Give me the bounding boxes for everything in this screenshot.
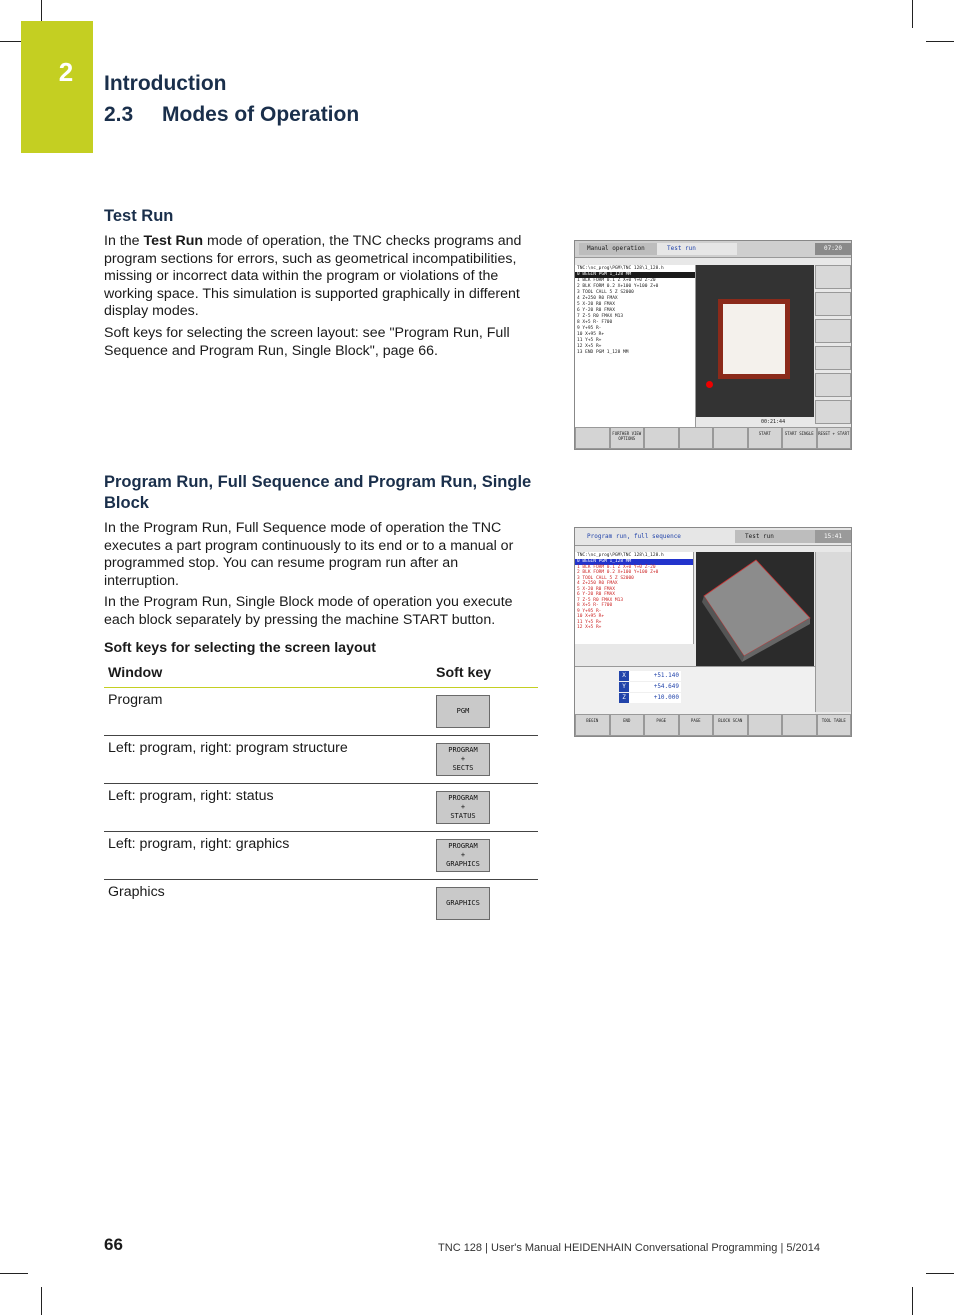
program-line[interactable]: 3 TOOL CALL 5 Z S2000 bbox=[577, 575, 634, 581]
section-number: 2.3 bbox=[104, 103, 134, 126]
crop-mark bbox=[912, 0, 913, 28]
program-line[interactable]: 2 BLK FORM 0.2 X+100 Y+100 Z+0 bbox=[577, 284, 659, 289]
test-run-heading: Test Run bbox=[104, 207, 174, 225]
screen-softkey[interactable]: END bbox=[610, 714, 645, 736]
screen-softkey[interactable] bbox=[748, 714, 783, 736]
chapter-tab bbox=[21, 21, 93, 153]
program-line[interactable]: 11 Y+5 R+ bbox=[577, 619, 602, 625]
softkey-label: PGM bbox=[456, 707, 470, 715]
side-softkey[interactable] bbox=[815, 346, 851, 370]
softkey-row bbox=[575, 427, 851, 449]
program-line[interactable]: 13 END PGM 1_128 MM bbox=[577, 350, 629, 355]
program-line[interactable]: 5 X-20 R0 FMAX bbox=[577, 302, 615, 307]
program-line[interactable]: 12 X+5 R+ bbox=[577, 344, 602, 349]
softkey-cell bbox=[432, 688, 538, 736]
softkey-label: + bbox=[460, 851, 466, 859]
program-run-screenshot bbox=[574, 527, 852, 737]
program-line[interactable]: 4 Z+250 R0 FMAX bbox=[577, 581, 618, 586]
crop-mark bbox=[0, 1273, 28, 1274]
program-line[interactable]: 2 BLK FORM 0.2 X+100 Y+100 Z+0 bbox=[577, 570, 659, 575]
table-row bbox=[104, 880, 538, 928]
softkey-table bbox=[104, 661, 538, 927]
softkey-button[interactable] bbox=[436, 695, 490, 728]
screen-softkey[interactable]: RESET + START bbox=[817, 427, 852, 449]
table-row bbox=[104, 832, 538, 880]
program-line[interactable]: 0 BEGIN PGM 1_128 MM bbox=[575, 559, 693, 565]
axis-label: X bbox=[619, 671, 629, 681]
crop-mark bbox=[926, 41, 954, 42]
screen-softkey[interactable] bbox=[644, 427, 679, 449]
program-line[interactable]: 8 X+5 R- F700 bbox=[577, 603, 613, 608]
axis-row bbox=[619, 682, 681, 692]
side-softkey[interactable] bbox=[815, 373, 851, 397]
window-cell: Program bbox=[104, 688, 432, 736]
program-lines bbox=[575, 559, 693, 631]
crop-mark bbox=[41, 1287, 42, 1315]
program-path: TNC:\nc_prog\PGM\TNC 128\1_128.h bbox=[577, 553, 664, 558]
screen-softkey[interactable] bbox=[575, 427, 610, 449]
workpiece-3d-graphic bbox=[696, 552, 814, 666]
screen-tab-test: Test run bbox=[657, 243, 737, 255]
program-line[interactable]: 0 BEGIN PGM 1_128 MM bbox=[575, 272, 695, 278]
workpiece-frame bbox=[718, 299, 790, 379]
axis-label: Y bbox=[619, 682, 629, 692]
axis-row bbox=[619, 671, 681, 681]
section-name: Modes of Operation bbox=[162, 103, 360, 126]
side-softkey[interactable] bbox=[815, 400, 851, 424]
program-window bbox=[575, 552, 694, 644]
program-line[interactable]: 11 Y+5 R+ bbox=[577, 338, 602, 343]
axis-row bbox=[619, 693, 681, 703]
softkey-button[interactable] bbox=[436, 839, 490, 872]
softkey-side-column bbox=[815, 265, 851, 421]
screen-softkey[interactable] bbox=[679, 427, 714, 449]
p1-pre: In the bbox=[104, 233, 144, 249]
p1-bold: Test Run bbox=[143, 233, 204, 249]
program-line[interactable]: 3 TOOL CALL 5 Z S2000 bbox=[577, 290, 634, 295]
test-run-paragraph-1 bbox=[104, 233, 538, 321]
table-row bbox=[104, 688, 538, 736]
axis-value: +51.140 bbox=[629, 671, 681, 681]
tool-position-marker bbox=[706, 381, 713, 388]
screen-softkey[interactable]: BEGIN bbox=[575, 714, 610, 736]
table-header-row bbox=[104, 661, 538, 688]
program-line[interactable]: 10 X+95 R+ bbox=[577, 332, 605, 337]
softkey-table-body bbox=[104, 688, 538, 928]
softkey-side-column bbox=[815, 552, 852, 712]
table-row bbox=[104, 784, 538, 832]
p1-post: mode of operation, the TNC checks programs and program sections for errors, such as geometrical incompatibilities, missing or incorrect data within the program or violations of the working space. This simulation is supported graphically in different display modes. bbox=[104, 233, 522, 320]
axis-value: +54.649 bbox=[629, 682, 681, 692]
footer-text: TNC 128 | User's Manual HEIDENHAIN Conversational Programming | 5/2014 bbox=[438, 1242, 820, 1254]
test-run-paragraph-2: Soft keys for selecting the screen layout: see "Program Run, Full Sequence and Program Run, Single Block", page 66. bbox=[104, 325, 510, 359]
side-softkey[interactable] bbox=[815, 319, 851, 343]
softkey-cell bbox=[432, 736, 538, 784]
program-path: TNC:\nc_prog\PGM\TNC 128\1_128.h bbox=[577, 266, 664, 271]
graphics-window bbox=[696, 265, 814, 417]
screen-softkey[interactable]: BLOCK SCAN bbox=[713, 714, 748, 736]
screen-softkey[interactable] bbox=[713, 427, 748, 449]
window-cell: Left: program, right: status bbox=[104, 784, 432, 832]
screen-softkey[interactable]: TOOL TABLE bbox=[817, 714, 852, 736]
softkey-button[interactable] bbox=[436, 743, 490, 776]
softkey-label: PROGRAM bbox=[448, 794, 478, 802]
screen-softkey[interactable] bbox=[782, 714, 817, 736]
program-line[interactable]: 6 Y-20 R0 FMAX bbox=[577, 592, 615, 597]
screen-clock: 07:20 bbox=[815, 243, 851, 255]
page-number: 66 bbox=[104, 1235, 123, 1254]
graphics-window bbox=[696, 552, 814, 666]
test-run-screenshot bbox=[574, 240, 852, 450]
softkey-cell bbox=[432, 784, 538, 832]
axis-readouts bbox=[619, 671, 681, 704]
softkey-label: GRAPHICS bbox=[446, 899, 480, 907]
softkey-table-heading: Soft keys for selecting the screen layout bbox=[104, 640, 377, 656]
crop-mark bbox=[912, 1287, 913, 1315]
program-run-paragraph-1: In the Program Run, Full Sequence mode of operation the TNC executes a part program continuously to its end or to a manual or programmed stop. You can resume program run after an interruption. bbox=[104, 520, 514, 589]
col-window-header: Window bbox=[104, 661, 432, 688]
softkey-label: GRAPHICS bbox=[446, 860, 480, 868]
chapter-title: Introduction bbox=[104, 72, 227, 95]
program-line[interactable]: 7 Z-5 R0 FMAX M13 bbox=[577, 597, 624, 603]
program-lines bbox=[575, 272, 695, 356]
screen-softkey[interactable]: PAGE bbox=[679, 714, 714, 736]
softkey-label: PROGRAM bbox=[448, 842, 478, 850]
side-softkey[interactable] bbox=[815, 292, 851, 316]
workpiece-inner bbox=[723, 304, 785, 374]
window-cell: Left: program, right: program structure bbox=[104, 736, 432, 784]
table-row bbox=[104, 736, 538, 784]
screen-clock: 15:41 bbox=[815, 530, 851, 543]
screen-softkey[interactable]: START SINGLE bbox=[782, 427, 817, 449]
program-line[interactable]: 1 BLK FORM 0.1 Z X+0 Y+0 Z-20 bbox=[577, 564, 656, 570]
softkey-label: + bbox=[460, 755, 466, 763]
softkey-button[interactable] bbox=[436, 791, 490, 824]
chapter-number: 2 bbox=[58, 57, 74, 87]
screen-status-time: 00:21:44 bbox=[761, 419, 786, 425]
softkey-label: + bbox=[460, 803, 466, 811]
softkey-label: PROGRAM bbox=[448, 746, 478, 754]
program-line[interactable]: 9 Y+95 R- bbox=[577, 608, 602, 614]
crop-mark bbox=[0, 41, 21, 42]
softkey-row bbox=[575, 714, 851, 736]
program-line[interactable]: 4 Z+250 R0 FMAX bbox=[577, 296, 618, 301]
section-title bbox=[104, 103, 359, 127]
softkey-button[interactable] bbox=[436, 887, 490, 920]
softkey-cell bbox=[432, 832, 538, 880]
program-run-heading: Program Run, Full Sequence and Program Run, Single Block bbox=[104, 473, 532, 512]
screen-softkey[interactable]: FURTHER VIEW OPTIONS bbox=[610, 427, 645, 449]
program-line[interactable]: 12 X+5 R+ bbox=[577, 625, 602, 630]
col-softkey-header: Soft key bbox=[432, 661, 538, 688]
axis-value: +10.000 bbox=[629, 693, 681, 703]
program-line[interactable]: 7 Z-5 R0 FMAX M13 bbox=[577, 314, 624, 319]
program-line[interactable]: 8 X+5 R- F700 bbox=[577, 320, 613, 325]
screen-softkey[interactable]: START bbox=[748, 427, 783, 449]
side-softkey[interactable] bbox=[815, 265, 851, 289]
softkey-cell bbox=[432, 880, 538, 928]
position-display bbox=[575, 666, 815, 715]
window-cell: Graphics bbox=[108, 884, 165, 900]
program-line[interactable]: 1 BLK FORM 0.1 Z X+0 Y+0 Z-20 bbox=[577, 278, 656, 283]
softkey-label: STATUS bbox=[450, 812, 476, 820]
screen-tab-test: Test run bbox=[735, 530, 815, 543]
screen-softkey[interactable]: PAGE bbox=[644, 714, 679, 736]
window-cell: Left: program, right: graphics bbox=[104, 832, 432, 880]
program-window bbox=[575, 265, 696, 427]
program-line[interactable]: 6 Y-20 R0 FMAX bbox=[577, 308, 615, 313]
program-line[interactable]: 9 Y+95 R- bbox=[577, 326, 602, 331]
crop-mark bbox=[41, 0, 42, 21]
program-line[interactable]: 10 X+95 R+ bbox=[577, 614, 605, 619]
softkey-label: SECTS bbox=[452, 764, 474, 772]
screen-tab-manual: Manual operation bbox=[579, 243, 661, 255]
crop-mark bbox=[926, 1273, 954, 1274]
axis-label: Z bbox=[619, 693, 629, 703]
screen-tab-program-run: Program run, full sequence bbox=[587, 533, 681, 540]
program-line[interactable]: 5 X-20 R0 FMAX bbox=[577, 586, 615, 592]
program-run-paragraph-2: In the Program Run, Single Block mode of operation you execute each block separately by pressing the machine START button. bbox=[104, 594, 513, 628]
